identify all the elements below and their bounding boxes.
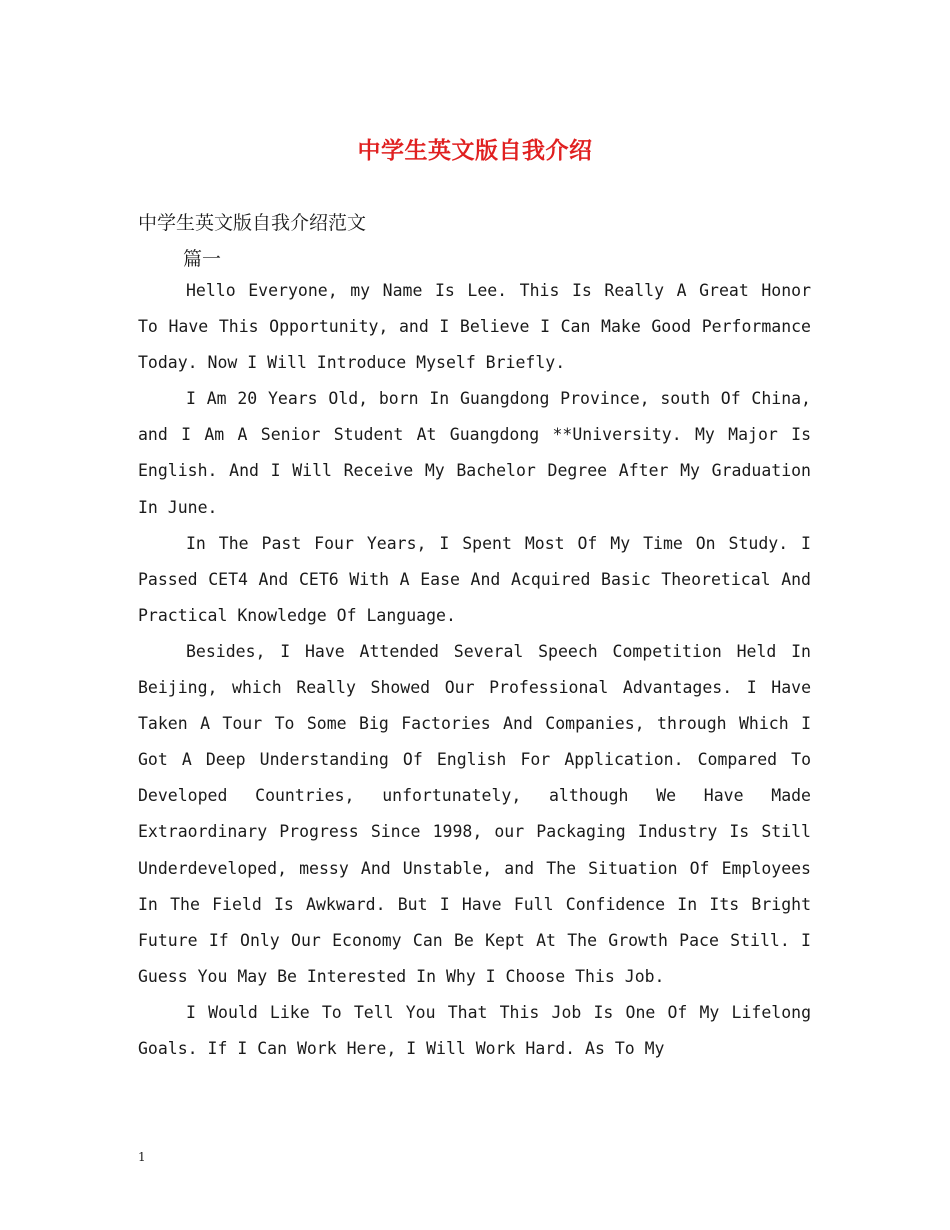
paragraph: Hello Everyone, my Name Is Lee. This Is Really A Great Honor To Have This Opportunity, and I Believe I Can Make Good Performance Today. Now I Will Introduce Myself Briefly. <box>138 281 811 373</box>
document-body <box>138 273 811 1067</box>
page-number: 1 <box>138 1150 146 1164</box>
paragraph: I Am 20 Years Old, born In Guangdong Province, south Of China, and I Am A Senior Student At Guangdong **University. My Major Is English. And I Will Receive My Bachelor Degree After My Graduation In June. <box>138 389 811 517</box>
paragraph: In The Past Four Years, I Spent Most Of My Time On Study. I Passed CET4 And CET6 With A Ease And Acquired Basic Theoretical And Practical Knowledge Of Language. <box>138 533 811 625</box>
document-subtitle: 中学生英文版自我介绍范文 <box>138 212 367 234</box>
paragraph: Besides, I Have Attended Several Speech Competition Held In Beijing, which Really Showed Our Professional Advantages. I Have Taken A Tour To Some Big Factories And Companies, through Which I Got A Deep Understanding Of English For Application. Compared To Developed Countries, unfortunately, although We Have Made Extraordinary Progress Since 1998, our Packaging Industry Is Still Underdeveloped, messy And Unstable, and The Situation Of Employees In The Field Is Awkward. But I Have Full Confidence In Its Bright Future If Only Our Economy Can Be Kept At The Growth Pace Still. I Guess You May Be Interested In Why I Choose This Job. <box>138 641 811 986</box>
section-label: 篇一 <box>183 248 222 270</box>
document-title: 中学生英文版自我介绍 <box>357 137 593 164</box>
paragraph: I Would Like To Tell You That This Job Is One Of My Lifelong Goals. If I Can Work Here, I Will Work Hard. As To My <box>138 1002 811 1058</box>
